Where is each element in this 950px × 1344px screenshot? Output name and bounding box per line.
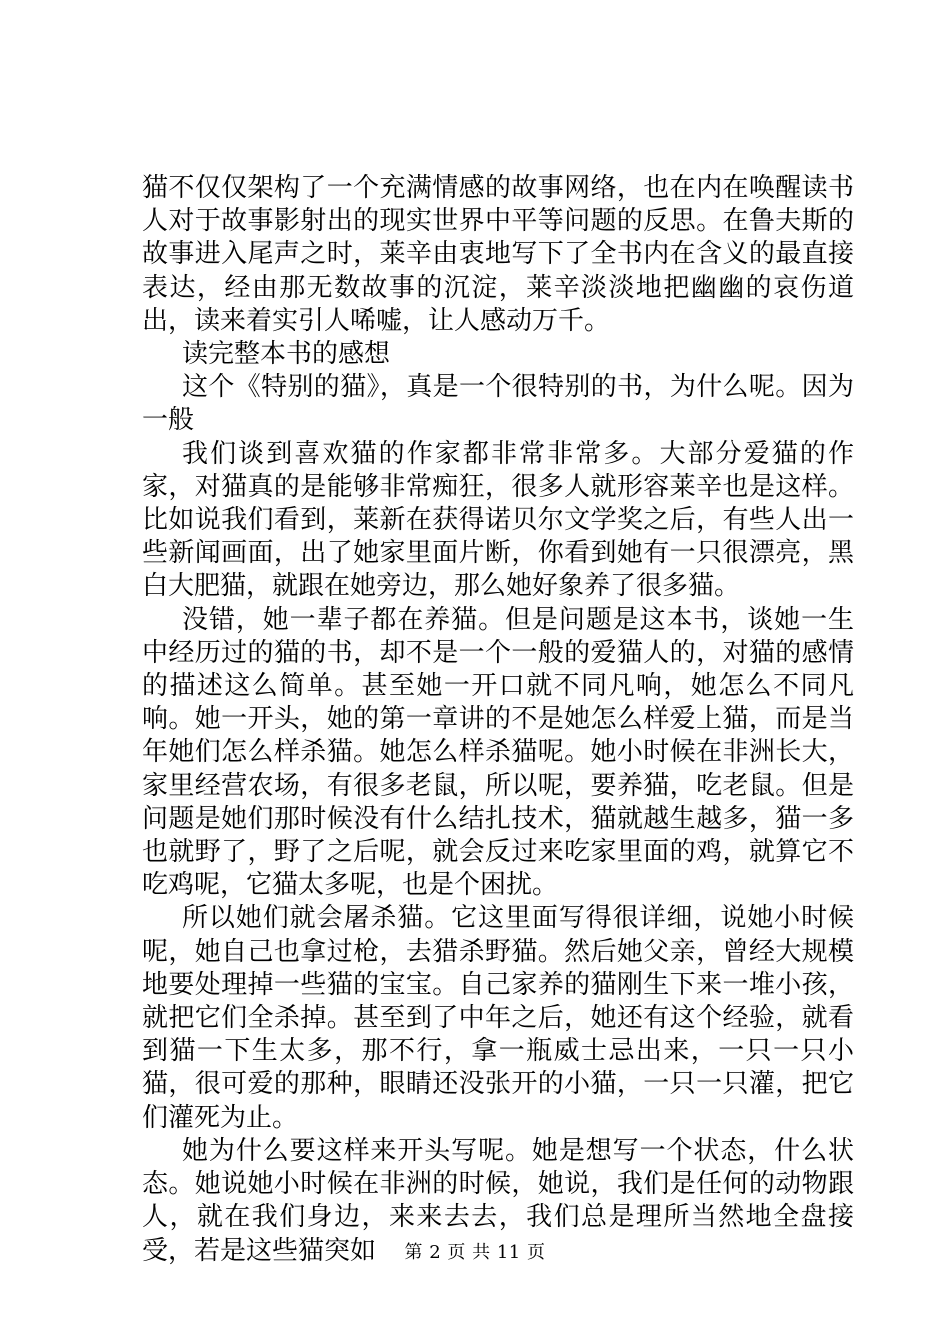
paragraph: 没错，她一辈子都在养猫。但是问题是这本书，谈她一生中经历过的猫的书，却不是一个一般的爱猫人的，对猫的感情的描述这么简单。甚至她一开口就不同凡响，她怎么不同凡响。她一开头，她的第一章讲的不是她怎么样爱上猫，而是当年她们怎么样杀猫。她怎么样杀猫呢。她小时候在非洲长大，家里经营农场，有很多老鼠，所以呢，要养猫，吃老鼠。但是问题是她们那时候没有什么结扎技术，猫就越生越多，猫一多也就野了，野了之后呢，就会反过来吃家里面的鸡，就算它不吃鸡呢，它猫太多呢，也是个困扰。 (142, 604, 854, 901)
paragraph: 我们谈到喜欢猫的作家都非常非常多。大部分爱猫的作家，对猫真的是能够非常痴狂，很多人就形容莱辛也是这样。比如说我们看到，莱新在获得诺贝尔文学奖之后，有些人出一些新闻画面，出了她家里面片断，你看到她有一只很漂亮，黑白大肥猫，就跟在她旁边，那么她好象养了很多猫。 (142, 438, 854, 602)
paragraph: 她为什么要这样来开头写呢。她是想写一个状态，什么状态。她说她小时候在非洲的时候，她说，我们是任何的动物跟人，就在我们身边，来来去去，我们总是理所当然地全盘接受，若是这些猫突如 (142, 1135, 854, 1266)
section-heading: 读完整本书的感想 (182, 339, 391, 370)
page-number-footer: 第 2 页 共 11 页 (404, 1242, 546, 1263)
paragraph-intro: 猫不仅仅架构了一个充满情感的故事网络，也在内在唤醒读书人对于故事影射出的现实世界中平等问题的反思。在鲁夫斯的故事进入尾声之时，莱辛由衷地写下了全书内在含义的最直接表达，经由那无数故事的沉淀，莱辛淡淡地把幽幽的哀伤道出，读来着实引人唏嘘，让人感动万千。 (142, 173, 854, 336)
paragraph: 所以她们就会屠杀猫。它这里面写得很详细，说她小时候呢，她自己也拿过枪，去猎杀野猫。然后她父亲，曾经大规模地要处理掉一些猫的宝宝。自己家养的猫刚生下来一堆小孩，就把它们全杀掉。甚至到了中年之后，她还有这个经验，就看到猫一下生太多，那不行，拿一瓶威士忌出来，一只一只小猫，很可爱的那种，眼睛还没张开的小猫，一只一只灌，把它们灌死为止。 (142, 903, 854, 1133)
paragraph: 这个《特别的猫》，真是一个很特别的书，为什么呢。因为一般 (142, 372, 854, 436)
document-body (142, 172, 854, 1268)
